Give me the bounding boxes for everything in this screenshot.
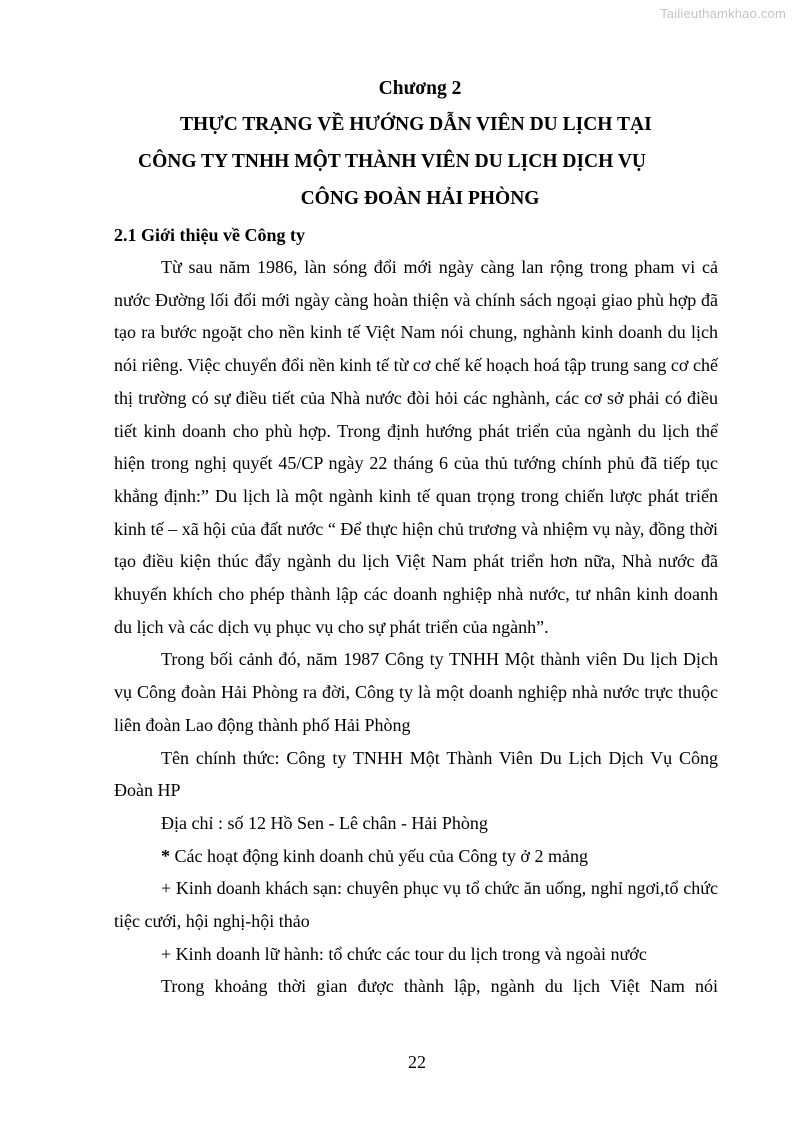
chapter-title-line-1: THỰC TRẠNG VỀ HƯỚNG DẪN VIÊN DU LỊCH TẠI: [180, 114, 652, 135]
business-areas-text: Các hoạt động kinh doanh chủ yếu của Công ty ở 2 mảng: [170, 845, 588, 866]
paragraph-travel-business: + Kinh doanh lữ hành: tổ chức các tour du lịch trong và ngoài nước: [161, 943, 647, 964]
section-heading: 2.1 Giới thiệu về Công ty: [114, 225, 305, 245]
bullet-star: *: [161, 845, 170, 866]
paragraph-address: Địa chỉ : số 12 Hồ Sen - Lê chân - Hải Phòng: [161, 812, 488, 833]
paragraph-hotel-business: + Kinh doanh khách sạn: chuyên phục vụ tổ chức ăn uống, nghỉ ngơi,tổ chức tiệc cưới, hội nghị-hội thảo: [114, 878, 718, 932]
paragraph-founding: Trong bối cảnh đó, năm 1987 Công ty TNHH Một thành viên Du lịch Dịch vụ Công đoàn Hải Phòng ra đời, Công ty là một doanh nghiệp nhà nước trực thuộc liên đoàn Lao động thành phố Hải Phòng: [114, 649, 718, 735]
document-page: [114, 72, 718, 1003]
paragraph-continuation: Trong khoảng thời gian được thành lập, ngành du lịch Việt Nam nói: [161, 976, 718, 997]
paragraph-official-name: Tên chính thức: Công ty TNHH Một Thành Viên Du Lịch Dịch Vụ Công Đoàn HP: [114, 747, 718, 801]
watermark-text: Tailieuthamkhao.com: [660, 6, 786, 21]
chapter-title-line-2: CÔNG TY TNHH MỘT THÀNH VIÊN DU LỊCH DỊCH VỤ: [138, 151, 646, 172]
paragraph-business-areas: [114, 840, 718, 873]
paragraph-intro: Từ sau năm 1986, làn sóng đổi mới ngày càng lan rộng trong pham vi cả nước Đường lối đổi mới ngày càng hoàn thiện và chính sách ngoại giao phù hợp đã tạo ra bước ngoặt cho nền kinh tế Việt Nam nói chung, nghành kinh doanh du lịch nói riêng. Việc chuyển đổi nền kinh tế từ cơ chế kế hoạch hoá tập trung sang cơ chế thị trường có sự điều tiết của Nhà nước đòi hỏi các nghành, các cơ sở phải có điều tiết kinh doanh cho phù hợp. Trong định hướng phát triển của ngành du lịch thể hiện trong nghị quyết 45/CP ngày 22 tháng 6 của thủ tướng chính phủ đã tiếp tục khẳng định:” Du lịch là một ngành kinh tế quan trọng trong chiến lược phát triển kinh tế – xã hội của đất nước “ Để thực hiện chủ trương và nhiệm vụ này, đồng thời tạo điều kiện thúc đẩy ngành du lịch Việt Nam phát triển hơn nữa, Nhà nước đã khuyến khích cho phép thành lập các doanh nghiệp nhà nước, tư nhân kinh doanh du lịch và các dịch vụ phục vụ cho sự phát triển của ngành”.: [114, 257, 718, 637]
chapter-heading: Chương 2: [378, 78, 462, 99]
page-number: 22: [408, 1052, 426, 1072]
chapter-title-line-3: CÔNG ĐOÀN HẢI PHÒNG: [300, 188, 540, 209]
